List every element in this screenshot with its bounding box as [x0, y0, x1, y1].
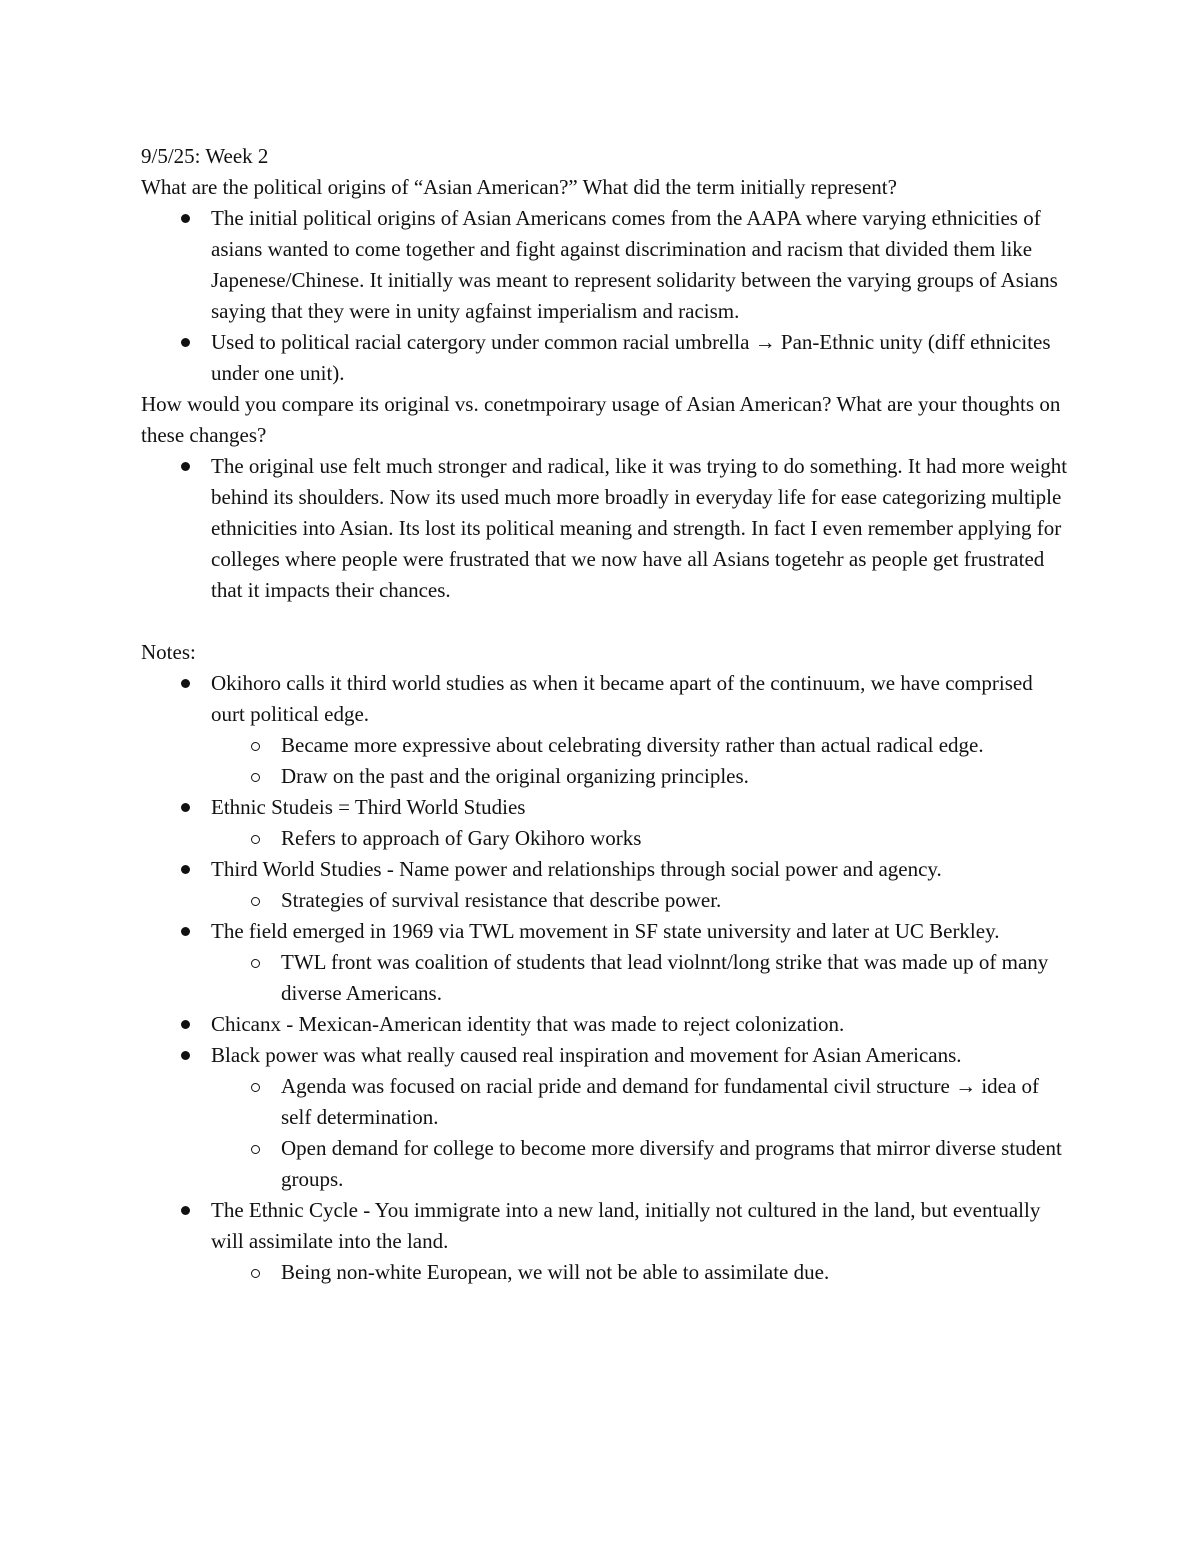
note-subitems: [211, 823, 1071, 854]
note-subitems: [211, 730, 1071, 792]
sub-item-text: Agenda was focused on racial pride and demand for fundamental civil structure → idea of self determination.: [281, 1074, 1040, 1129]
note-text: Ethnic Studeis = Third World Studies: [211, 795, 526, 819]
note-item: [141, 792, 1071, 854]
sub-item: [211, 947, 1071, 1009]
sub-item: [211, 1071, 1071, 1133]
circle-bullet-icon: [249, 823, 263, 854]
bullet-icon: [179, 1195, 193, 1226]
circle-bullet-icon: [249, 1257, 263, 1288]
circle-bullet-icon: [249, 1133, 263, 1164]
document-page: [141, 141, 1071, 1288]
sub-item-text: TWL front was coalition of students that lead violnnt/long strike that was made up of many diverse Americans.: [281, 950, 1049, 1005]
sub-item: [211, 730, 1071, 761]
sub-item-text: Being non-white European, we will not be able to assimilate due.: [281, 1260, 830, 1284]
bullet-icon: [179, 854, 193, 885]
spacer: [141, 606, 1071, 637]
note-text: The field emerged in 1969 via TWL movement in SF state university and later at UC Berkley.: [211, 919, 1000, 943]
note-item: [141, 854, 1071, 916]
bullet-icon: [179, 792, 193, 823]
sub-item: [211, 1133, 1071, 1195]
question-1: What are the political origins of “Asian American?” What did the term initially represent?: [141, 175, 897, 199]
bullet-icon: [179, 668, 193, 699]
note-text: Third World Studies - Name power and relationships through social power and agency.: [211, 857, 942, 881]
circle-bullet-icon: [249, 1071, 263, 1102]
note-item: [141, 1009, 1071, 1040]
bullet-icon: [179, 203, 193, 234]
list-item: [141, 203, 1071, 327]
circle-bullet-icon: [249, 730, 263, 761]
bullet-icon: [179, 451, 193, 482]
sub-item: [211, 885, 1071, 916]
sub-item-text: Open demand for college to become more diversify and programs that mirror diverse student groups.: [281, 1136, 1062, 1191]
note-subitems: [211, 1071, 1071, 1195]
question-1-answers: [141, 203, 1071, 389]
circle-bullet-icon: [249, 761, 263, 792]
note-item: [141, 668, 1071, 792]
note-text: The Ethnic Cycle - You immigrate into a new land, initially not cultured in the land, but eventually will assimilate into the land.: [211, 1198, 1041, 1253]
note-text: Black power was what really caused real inspiration and movement for Asian Americans.: [211, 1043, 962, 1067]
list-item: [141, 327, 1071, 389]
note-subitems: [211, 1257, 1071, 1288]
note-subitems: [211, 885, 1071, 916]
date-heading: 9/5/25: Week 2: [141, 144, 269, 168]
sub-item-text: Became more expressive about celebrating diversity rather than actual radical edge.: [281, 733, 984, 757]
sub-item: [211, 761, 1071, 792]
note-text: Okihoro calls it third world studies as when it became apart of the continuum, we have comprised ourt political edge.: [211, 671, 1033, 726]
sub-item: [211, 1257, 1071, 1288]
sub-item-text: Strategies of survival resistance that describe power.: [281, 888, 722, 912]
answer-text: The initial political origins of Asian Americans comes from the AAPA where varying ethnicities of asians wanted to come together and fight against discrimination and racism that divided them like Japenese/Chinese. It initially was meant to represent solidarity between the varying groups of Asians saying that they were in unity agfainst imperialism and racism.: [211, 206, 1058, 323]
notes-label: Notes:: [141, 640, 196, 664]
note-subitems: [211, 947, 1071, 1009]
bullet-icon: [179, 1009, 193, 1040]
note-item: [141, 916, 1071, 1009]
note-item: [141, 1195, 1071, 1288]
bullet-icon: [179, 1040, 193, 1071]
list-item: [141, 451, 1071, 606]
answer-text: Used to political racial catergory under common racial umbrella → Pan-Ethnic unity (diff ethnicites under one unit).: [211, 330, 1051, 385]
answer-text: The original use felt much stronger and radical, like it was trying to do something. It had more weight behind its shoulders. Now its used much more broadly in everyday life for ease categorizing multiple ethnicities into Asian. Its lost its political meaning and strength. In fact I even remember applying for colleges where people were frustrated that we now have all Asians togetehr as people get frustrated that it impacts their chances.: [211, 454, 1068, 602]
sub-item-text: Draw on the past and the original organizing principles.: [281, 764, 749, 788]
sub-item: [211, 823, 1071, 854]
note-text: Chicanx - Mexican-American identity that was made to reject colonization.: [211, 1012, 845, 1036]
note-item: [141, 1040, 1071, 1195]
notes-list: [141, 668, 1071, 1288]
bullet-icon: [179, 327, 193, 358]
sub-item-text: Refers to approach of Gary Okihoro works: [281, 826, 642, 850]
question-2: How would you compare its original vs. conetmpoirary usage of Asian American? What are your thoughts on these changes?: [141, 392, 1061, 447]
circle-bullet-icon: [249, 885, 263, 916]
bullet-icon: [179, 916, 193, 947]
question-2-answers: [141, 451, 1071, 606]
circle-bullet-icon: [249, 947, 263, 978]
